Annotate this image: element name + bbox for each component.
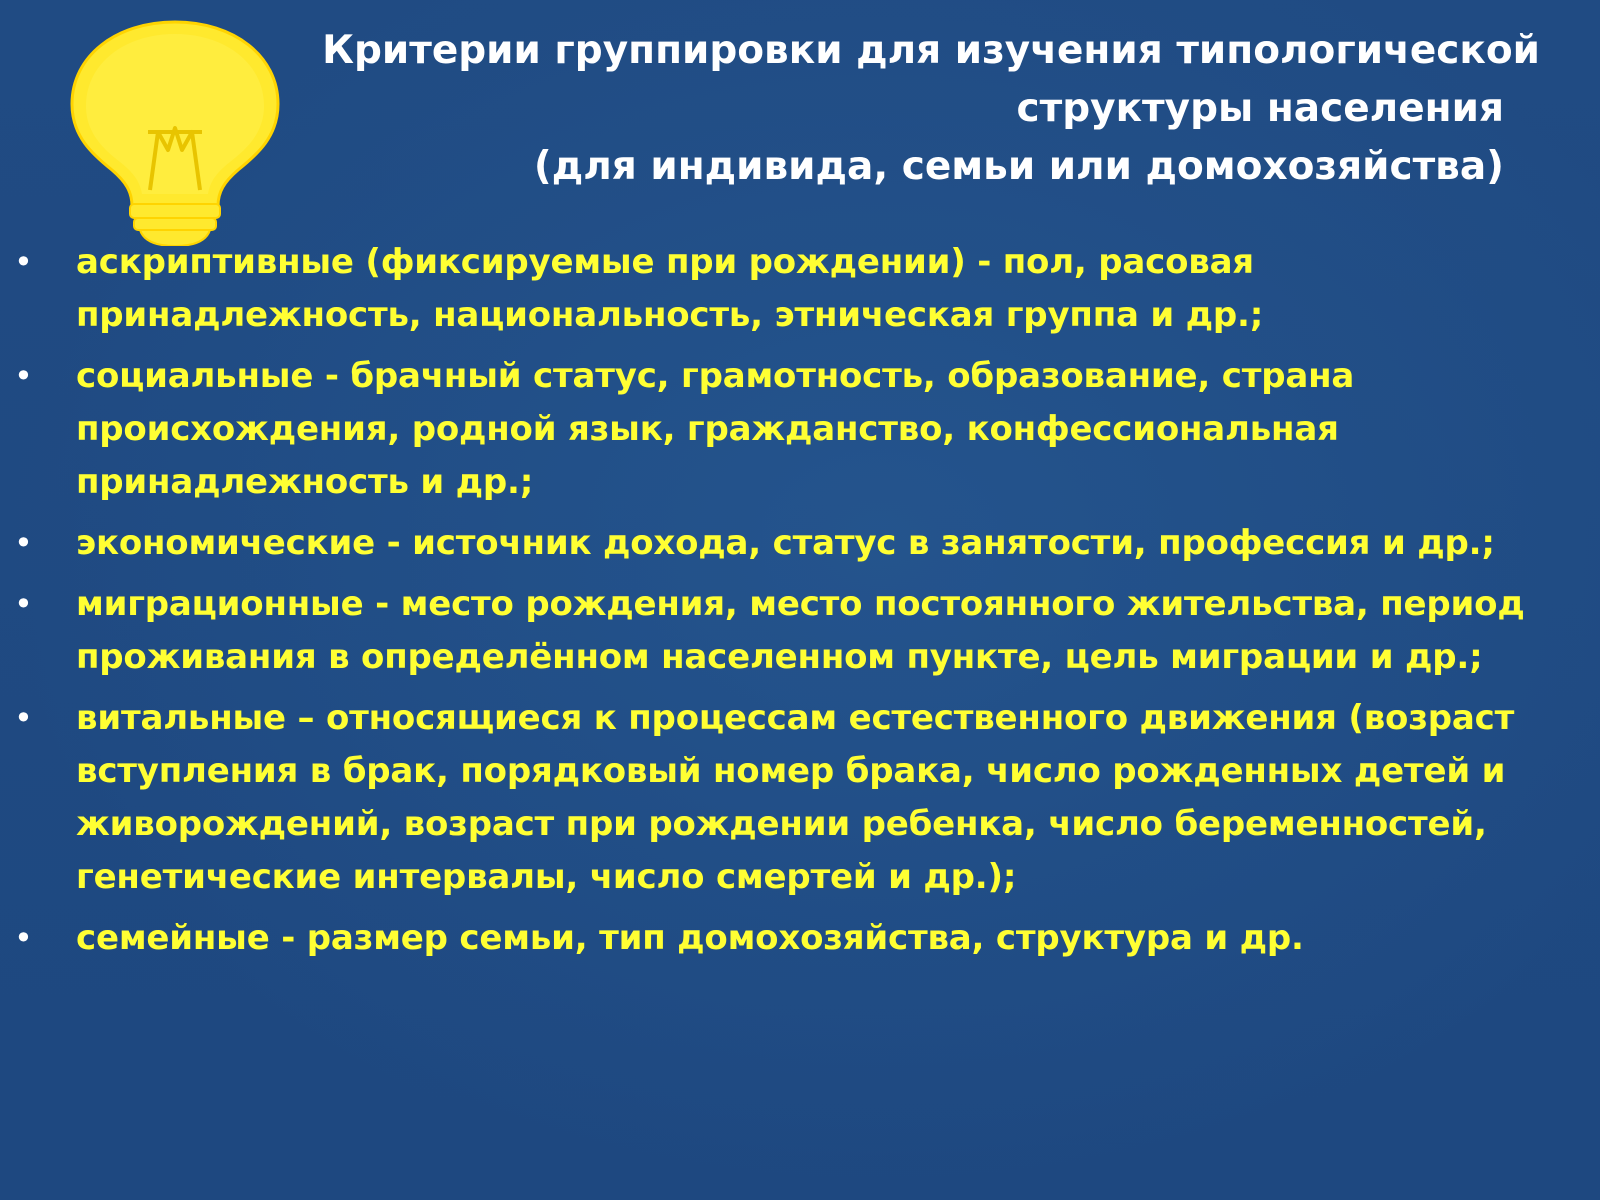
list-item-text [76,692,1560,904]
text-line: генетические интервалы, число смертей и др.); [76,857,1017,897]
text-line: экономические - источник дохода, статус в занятости, профессия и др.; [76,523,1495,563]
list-item-text [76,912,1560,965]
text-line: принадлежность и др.; [76,462,534,502]
text-line: происхождения, родной язык, гражданство, конфессиональная [76,409,1339,449]
title-line-3: (для индивида, семьи или домохозяйства) [533,144,1504,189]
text-line: аскриптивные (фиксируемые при рождении) - пол, расовая [76,242,1254,282]
list-item-migration [0,578,1560,684]
list-item-vital [0,692,1560,904]
text-line: живорождений, возраст при рождении ребенка, число беременностей, [76,804,1487,844]
text-line: вступления в брак, порядковый номер брака, число рожденных детей и [76,751,1506,791]
text-line: семейные - размер семьи, тип домохозяйства, структура и др. [76,918,1304,958]
bullet-marker: • [14,243,33,281]
list-item-text [76,517,1560,570]
list-item-social [0,350,1560,509]
text-line: социальные - брачный статус, грамотность, образование, страна [76,356,1355,396]
list-item-economic [0,517,1560,570]
title-line-1: Критерии группировки для изучения типологической [322,28,1540,73]
title-line-2: структуры населения [1016,86,1504,131]
list-item-ascriptive [0,236,1560,342]
list-item-text [76,350,1560,509]
slide-title [280,22,1540,196]
list-item-text [76,236,1560,342]
bullet-marker: • [14,357,33,395]
criteria-list [0,236,1560,973]
bullet-marker: • [14,919,33,957]
text-line: проживания в определённом населенном пункте, цель миграции и др.; [76,637,1483,677]
bullet-marker: • [14,524,33,562]
text-line: принадлежность, национальность, этническая группа и др.; [76,295,1264,335]
text-line: витальные – относящиеся к процессам естественного движения (возраст [76,698,1515,738]
text-line: миграционные - место рождения, место постоянного жительства, период [76,584,1525,624]
bullet-marker: • [14,585,33,623]
list-item-text [76,578,1560,684]
list-item-family [0,912,1560,965]
bullet-marker: • [14,699,33,737]
light-bulb-icon [68,20,282,246]
